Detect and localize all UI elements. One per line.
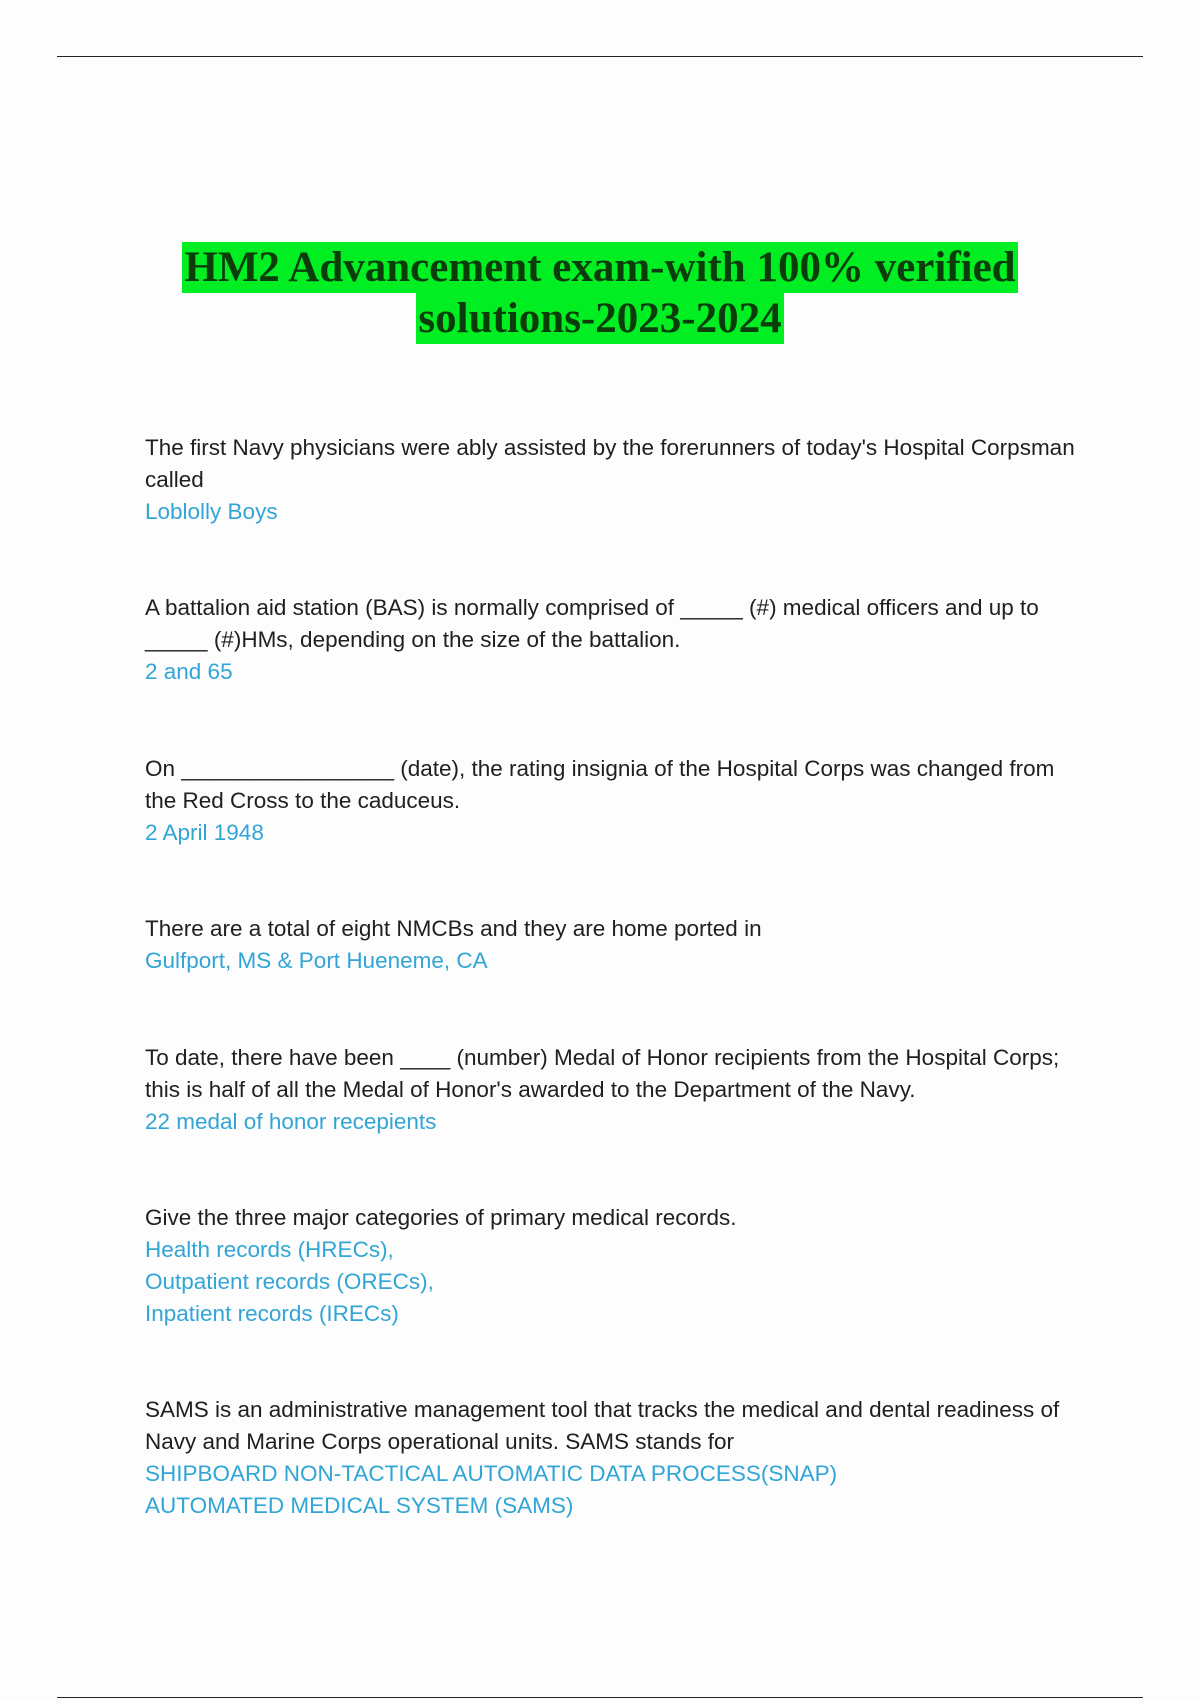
qa-item <box>145 592 1085 688</box>
answer-line: 2 April 1948 <box>145 820 264 845</box>
qa-item <box>145 753 1085 849</box>
title-line-1: HM2 Advancement exam-with 100% verified <box>184 244 1016 291</box>
question-text: Give the three major categories of primary medical records. <box>145 1205 737 1230</box>
answer-line: Health records (HRECs), <box>145 1237 394 1262</box>
question-text: There are a total of eight NMCBs and they are home ported in <box>145 916 762 941</box>
title-line-2: solutions-2023-2024 <box>418 295 782 342</box>
question-text: The first Navy physicians were ably assisted by the forerunners of today's Hospital Corpsman called <box>145 435 1075 492</box>
answer-line: Loblolly Boys <box>145 499 278 524</box>
question-text: On _________________ (date), the rating insignia of the Hospital Corps was changed from the Red Cross to the caduceus. <box>145 756 1055 813</box>
qa-item <box>145 1042 1085 1138</box>
answer-text <box>145 945 1085 977</box>
answer-line: AUTOMATED MEDICAL SYSTEM (SAMS) <box>145 1493 574 1518</box>
qa-item <box>145 913 1085 977</box>
answer-text <box>145 817 1085 849</box>
qa-item <box>145 1202 1085 1330</box>
document-title <box>0 242 1200 344</box>
answer-text <box>145 1458 1085 1522</box>
answer-line: 22 medal of honor recepients <box>145 1109 437 1134</box>
answer-text <box>145 1234 1085 1330</box>
question-text: SAMS is an administrative management tool that tracks the medical and dental readiness of Navy and Marine Corps operational units. SAMS stands for <box>145 1397 1060 1454</box>
question-text: A battalion aid station (BAS) is normally comprised of _____ (#) medical officers and up to _____ (#)HMs, depending on the size of the battalion. <box>145 595 1039 652</box>
answer-line: Inpatient records (IRECs) <box>145 1301 399 1326</box>
qa-item <box>145 432 1085 528</box>
answer-text <box>145 1106 1085 1138</box>
bottom-rule <box>57 1697 1143 1698</box>
qa-item <box>145 1394 1085 1522</box>
answer-line: Gulfport, MS & Port Hueneme, CA <box>145 948 488 973</box>
answer-line: SHIPBOARD NON-TACTICAL AUTOMATIC DATA PROCESS(SNAP) <box>145 1461 838 1486</box>
answer-line: Outpatient records (ORECs), <box>145 1269 434 1294</box>
answer-text <box>145 656 1085 688</box>
answer-line: 2 and 65 <box>145 659 233 684</box>
answer-text <box>145 496 1085 528</box>
question-text: To date, there have been ____ (number) Medal of Honor recipients from the Hospital Corps; this is half of all the Medal of Honor's awarded to the Department of the Navy. <box>145 1045 1060 1102</box>
top-rule <box>57 56 1143 57</box>
